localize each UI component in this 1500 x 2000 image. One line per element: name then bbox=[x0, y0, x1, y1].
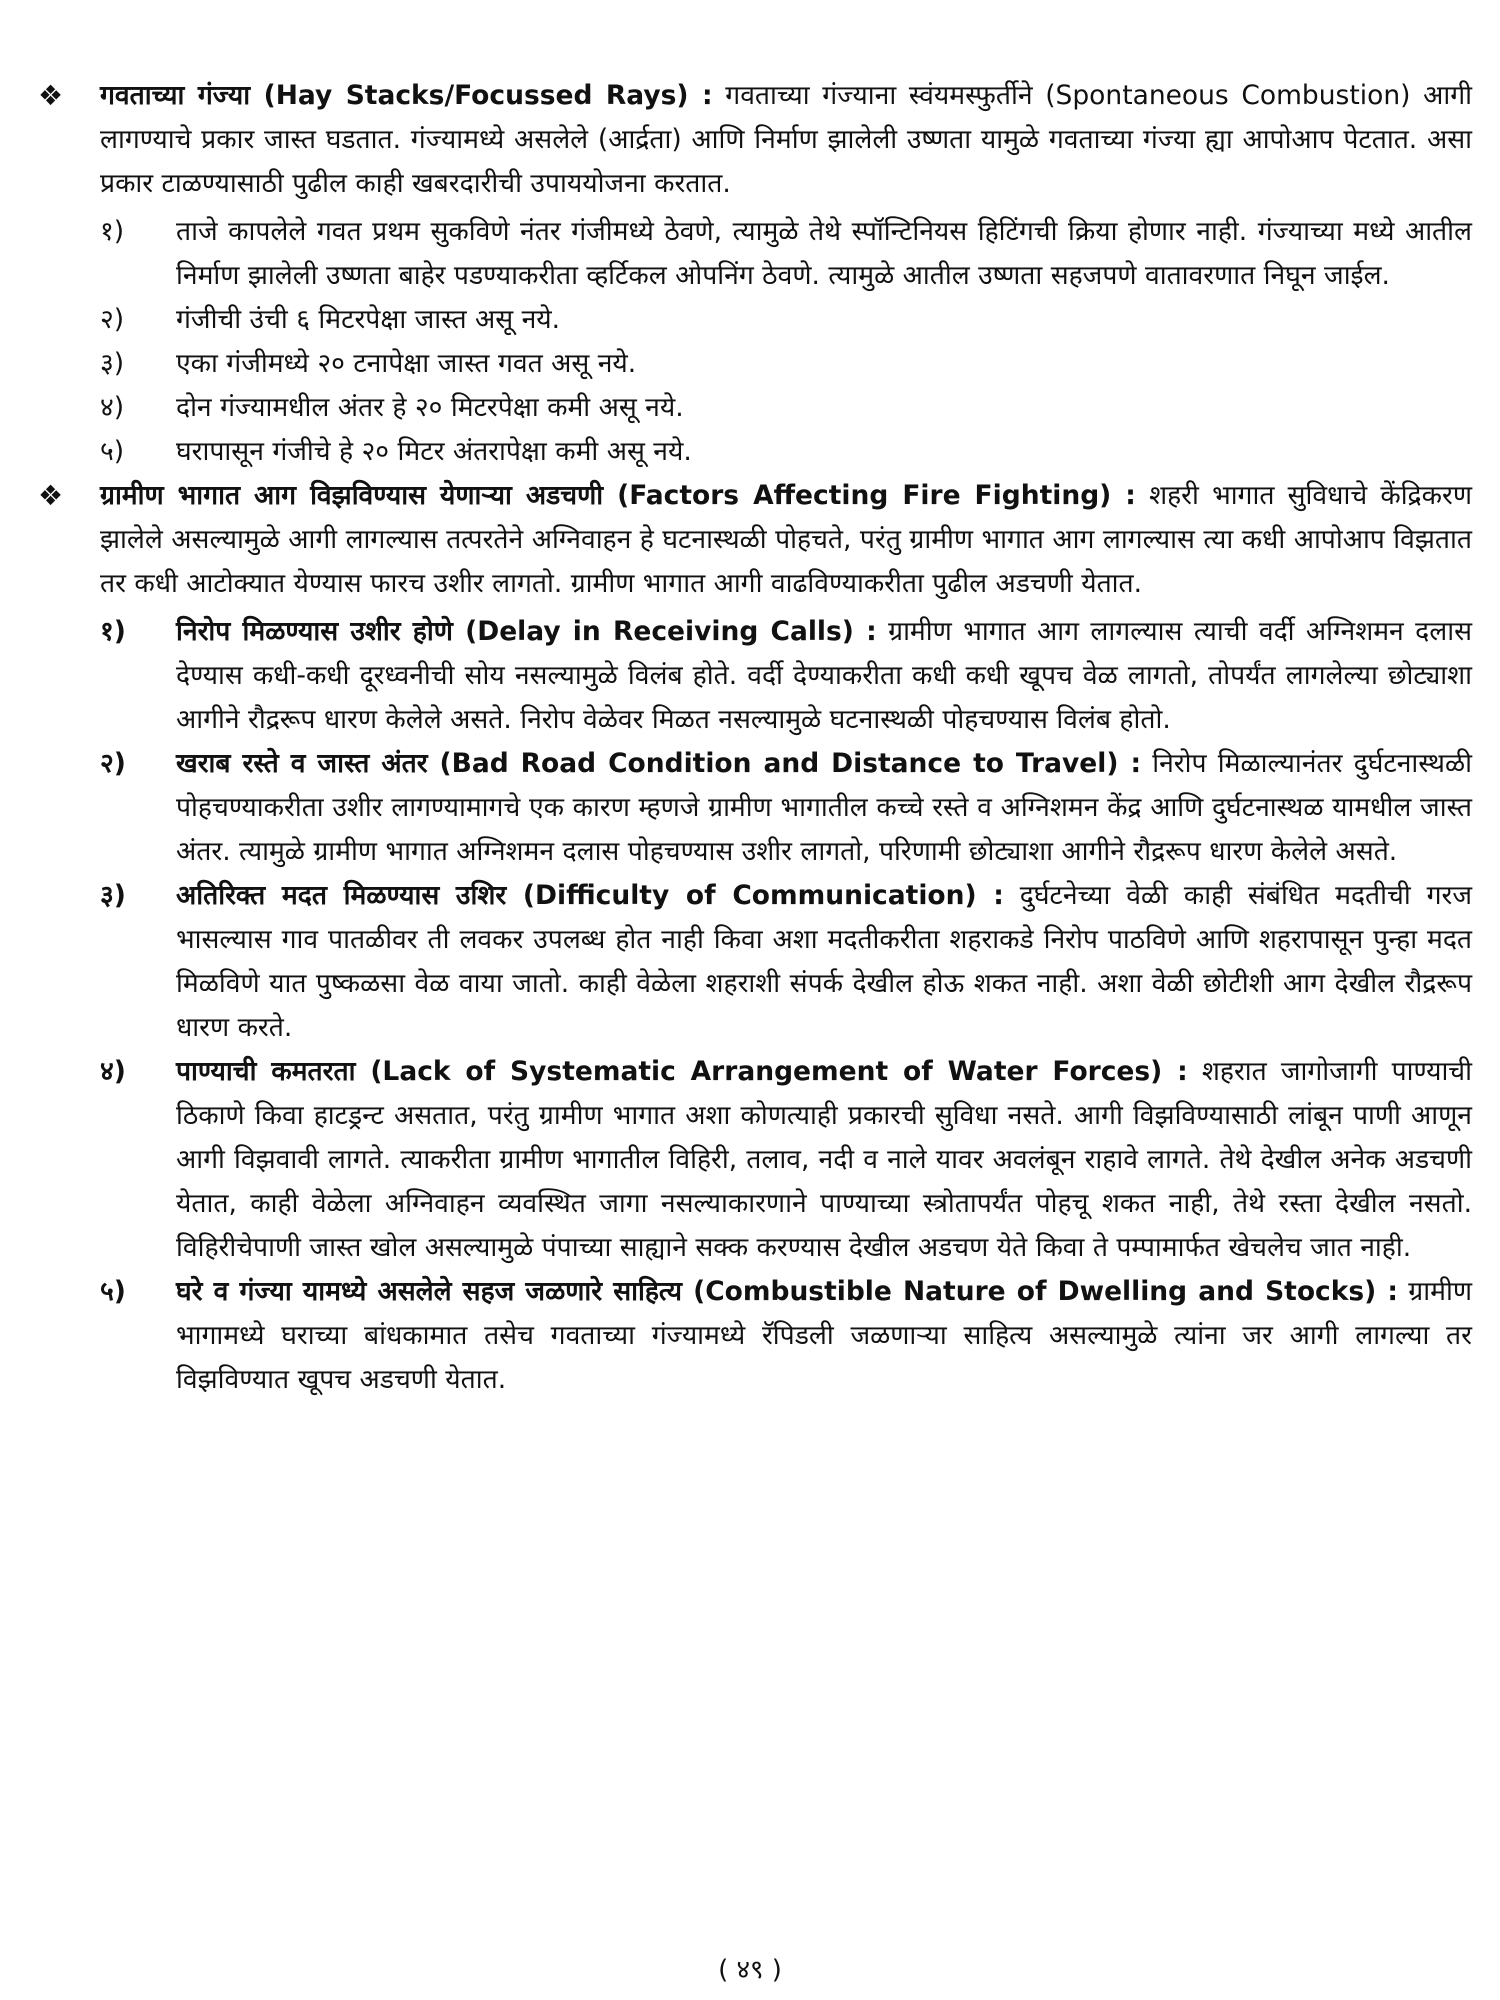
item-text: ताजे कापलेले गवत प्रथम सुकविणे नंतर गंजीमध्ये ठेवणे, त्यामुळे तेथे स्पॉन्टिनियस हिटिंगची क्रिया होणार नाही. गंज्याच्या मध्ये आतील निर्माण झालेली उष्णता बाहेर पडण्याकरीता व्हर्टिकल ओपनिंग ठेवणे. त्यामुळे आतील उष्णता सहजपणे वातावरणात निघून जाईल. bbox=[176, 216, 1472, 291]
list-item bbox=[100, 1050, 1472, 1270]
item-text: एका गंजीमध्ये २० टनापेक्षा जास्त गवत असू नये. bbox=[176, 348, 637, 379]
list-item bbox=[100, 874, 1472, 1050]
item-number: ५) bbox=[100, 436, 125, 467]
item-heading: अतिरिक्त मदत मिळण्यास उशिर (Difficulty of Communication) : bbox=[176, 880, 1004, 911]
item-heading: घरे व गंज्या यामध्ये असलेले सहज जळणारे साहित्य (Combustible Nature of Dwelling and Stocks) : bbox=[176, 1276, 1398, 1307]
item-text: दोन गंज्यामधील अंतर हे २० मिटरपेक्षा कमी असू नये. bbox=[176, 392, 684, 423]
factors-list bbox=[100, 610, 1472, 1402]
list-item bbox=[100, 298, 1472, 342]
section-hay-stacks bbox=[38, 74, 1472, 474]
list-item bbox=[100, 386, 1472, 430]
item-text: निरोप मिळाल्यानंतर दुर्घटनास्थळी पोहचण्याकरीता उशीर लागण्यामागचे एक कारण म्हणजे ग्रामीण भागातील कच्चे रस्ते व अग्निशमन केंद्र आणि दुर्घटनास्थळ यामधील जास्त अंतर. त्यामुळे ग्रामीण भागात अग्निशमन दलास पोहचण्यास उशीर लागतो, परिणामी छोट्याशा आगीने रौद्ररूप धारण केलेले असते. bbox=[176, 748, 1472, 867]
list-item bbox=[100, 342, 1472, 386]
list-item bbox=[100, 610, 1472, 742]
list-item bbox=[100, 210, 1472, 298]
precautions-list bbox=[100, 210, 1472, 474]
section-intro bbox=[38, 74, 1472, 206]
item-text: दुर्घटनेच्या वेळी काही संबंधित मदतीची गरज भासल्यास गाव पातळीवर ती लवकर उपलब्ध होत नाही किवा अशा मदतीकरीता शहराकडे निरोप पाठविणे आणि शहरापासून पुन्हा मदत मिळविणे यात पुष्कळसा वेळ वाया जातो. काही वेळेला शहराशी संपर्क देखील होऊ शकत नाही. अशा वेळी छोटीशी आग देखील रौद्ररूप धारण करते. bbox=[176, 880, 1473, 1043]
list-item bbox=[100, 742, 1472, 874]
item-heading: खराब रस्ते व जास्त अंतर (Bad Road Condition and Distance to Travel) : bbox=[176, 748, 1142, 779]
list-item bbox=[100, 1270, 1472, 1402]
section-intro-text: शहरी भागात सुविधाचे केंद्रिकरण झालेले असल्यामुळे आगी लागल्यास तत्परतेने अग्निवाहन हे घटनास्थळी पोहचते, परंतु ग्रामीण भागात आग लागल्यास त्या कधी आपोआप विझतात तर कधी आटोक्यात येण्यास फारच उशीर लागतो. ग्रामीण भागात आगी वाढविण्याकरीता पुढील अडचणी येतात. bbox=[100, 480, 1472, 599]
list-item bbox=[100, 430, 1472, 474]
item-number: ३) bbox=[100, 880, 126, 911]
item-number: ४) bbox=[100, 392, 125, 423]
item-text: ग्रामीण भागात आग लागल्यास त्याची वर्दी अग्निशमन दलास देण्यास कधी-कधी दूरध्वनीची सोय नसल्यामुळे विलंब होते. वर्दी देण्याकरीता कधी कधी खूपच वेळ लागतो, तोपर्यंत लागलेल्या छोट्याशा आगीने रौद्ररूप धारण केलेले असते. निरोप वेळेवर मिळत नसल्यामुळे घटनास्थळी पोहचण्यास विलंब होतो. bbox=[176, 616, 1472, 735]
section-heading: गवताच्या गंज्या (Hay Stacks/Focussed Rays) : bbox=[100, 80, 713, 111]
item-number: ५) bbox=[100, 1276, 126, 1307]
item-text: ग्रामीण भागामध्ये घराच्या बांधकामात तसेच गवताच्या गंज्यामध्ये रॅपिडली जळणाऱ्या साहित्य असल्यामुळे त्यांना जर आगी लागल्या तर विझविण्यात खूपच अडचणी येतात. bbox=[176, 1276, 1472, 1395]
section-intro-text: गवताच्या गंज्याना स्वंयमस्फुर्तीने (Spontaneous Combustion) आगी लागण्याचे प्रकार जास्त घडतात. गंज्यामध्ये असलेले (आर्द्रता) आणि निर्माण झालेली उष्णता यामुळे गवताच्या गंज्या ह्या आपोआप पेटतात. असा प्रकार टाळण्यासाठी पुढील काही खबरदारीची उपाययोजना करतात. bbox=[100, 80, 1472, 199]
item-number: २) bbox=[100, 304, 125, 335]
item-heading: निरोप मिळण्यास उशीर होणे (Delay in Receiving Calls) : bbox=[176, 616, 877, 647]
section-intro bbox=[38, 474, 1472, 606]
section-rural-fire-fighting bbox=[38, 474, 1473, 1402]
diamond-bullet-icon: ❖ bbox=[38, 479, 64, 512]
item-text: गंजीची उंची ६ मिटरपेक्षा जास्त असू नये. bbox=[176, 304, 561, 335]
section-heading: ग्रामीण भागात आग विझविण्यास येणाऱ्या अडचणी (Factors Affecting Fire Fighting) : bbox=[100, 480, 1136, 511]
page-number: ( ४९ ) bbox=[718, 1955, 782, 1985]
item-number: २) bbox=[100, 748, 126, 779]
item-heading: पाण्याची कमतरता (Lack of Systematic Arrangement of Water Forces) : bbox=[176, 1056, 1188, 1087]
item-number: ३) bbox=[100, 348, 125, 379]
item-text: घरापासून गंजीचे हे २० मिटर अंतरापेक्षा कमी असू नये. bbox=[176, 436, 692, 467]
item-number: १) bbox=[100, 616, 126, 647]
diamond-bullet-icon: ❖ bbox=[38, 79, 64, 112]
item-text: शहरात जागोजागी पाण्याची ठिकाणे किवा हाटड्रन्ट असतात, परंतु ग्रामीण भागात अशा कोणत्याही प्रकारची सुविधा नसते. आगी विझविण्यासाठी लांबून पाणी आणून आगी विझवावी लागते. त्याकरीता ग्रामीण भागातील विहिरी, तलाव, नदी व नाले यावर अवलंबून राहावे लागते. तेथे देखील अनेक अडचणी येतात, काही वेळेला अग्निवाहन व्यवस्थित जागा नसल्याकारणाने पाण्याच्या स्त्रोतापर्यंत पोहचू शकत नाही, तेथे रस्ता देखील नसतो. विहिरीचेपाणी जास्त खोल असल्यामुळे पंपाच्या साह्याने सक्क करण्यास देखील अडचण येते किवा ते पम्पामार्फत खेचलेच जात नाही. bbox=[176, 1056, 1472, 1263]
item-number: ४) bbox=[100, 1056, 126, 1087]
item-number: १) bbox=[100, 216, 125, 247]
